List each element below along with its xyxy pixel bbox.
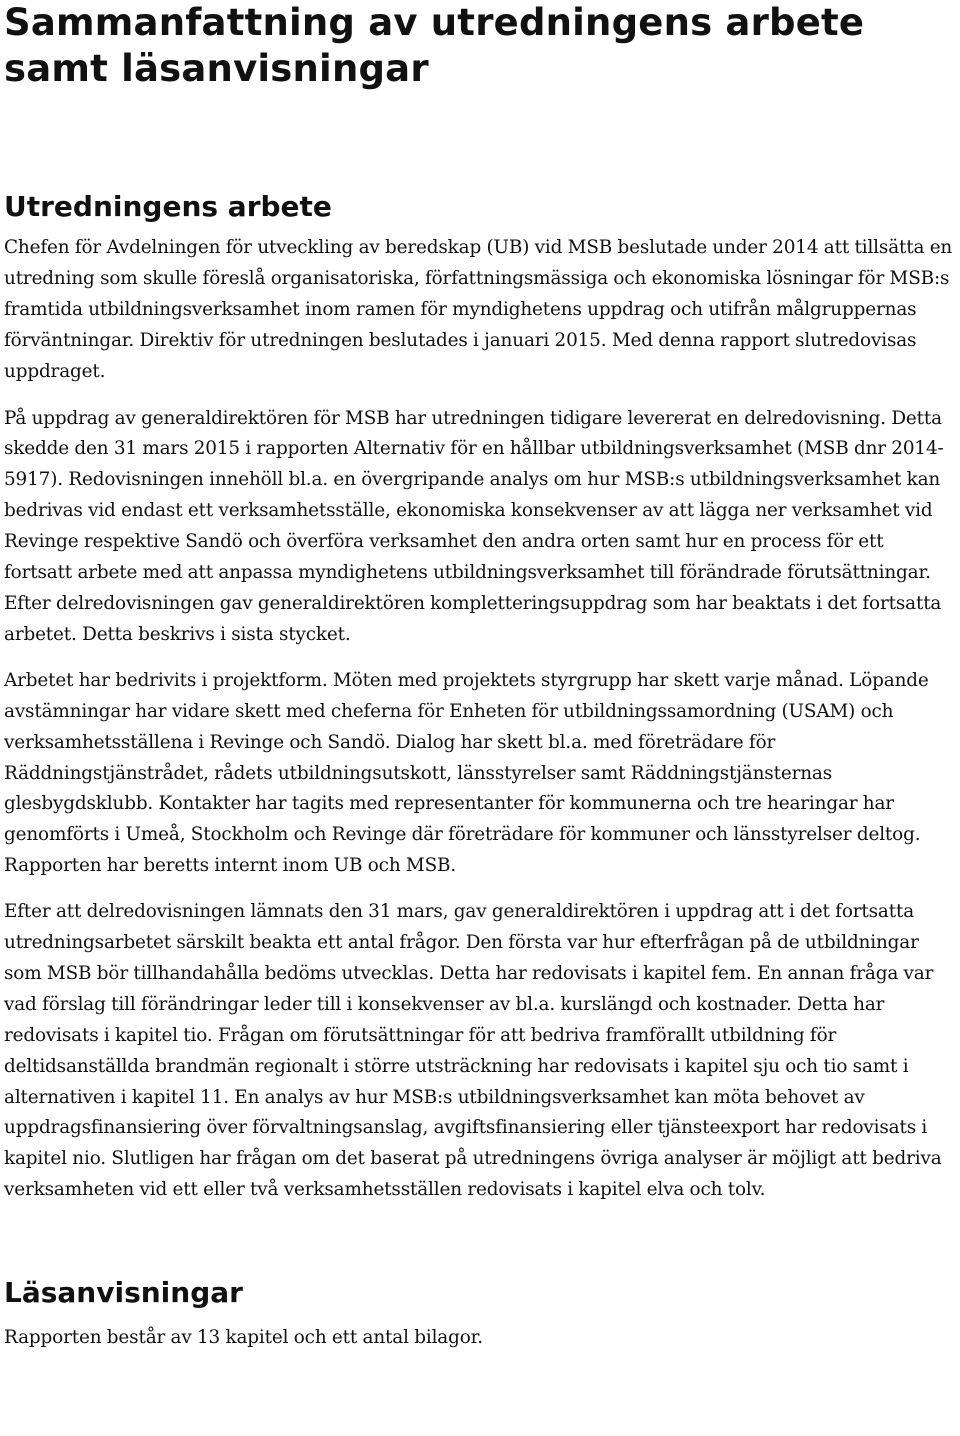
- paragraph: Chefen för Avdelningen för utveckling av beredskap (UB) vid MSB beslutade under 2014 att tillsätta en utredning som skulle föreslå organisatoriska, författningsmässiga och ekonomiska lösningar för MSB:s framtida utbildningsverksamhet inom ramen för myndighetens uppdrag och utifrån målgruppernas förväntningar. Direktiv för utredningen beslutades i januari 2015. Med denna rapport slutredovisas uppdraget.: [4, 237, 953, 382]
- document-page: [4, 0, 956, 1354]
- page-title: Sammanfattning av utredningens arbete samt läsanvisningar: [4, 1, 865, 90]
- section-heading-lasanvisningar: Läsanvisningar: [4, 1276, 243, 1310]
- paragraph: På uppdrag av generaldirektören för MSB har utredningen tidigare levererat en delredovisning. Detta skedde den 31 mars 2015 i rapporten Alternativ för en hållbar utbildningsverksamhet (MSB dnr 2014-5917). Redovisningen innehöll bl.a. en övergripande analys om hur MSB:s utbildningsverksamhet kan bedrivas vid endast ett verksamhetsställe, ekonomiska konsekvenser av att lägga ner verksamhet vid Revinge respektive Sandö och överföra verksamhet den andra orten samt hur en process för ett fortsatt arbete med att anpassa myndighetens utbildningsverksamhet till förändrade förutsättningar. Efter delredovisningen gav generaldirektören kompletteringsuppdrag som har beaktats i det fortsatta arbetet. Detta beskrivs i sista stycket.: [4, 407, 944, 645]
- section-heading-utredningens-arbete: Utredningens arbete: [4, 190, 332, 223]
- paragraph: Arbetet har bedrivits i projektform. Möten med projektets styrgrupp har skett varje månad. Löpande avstämningar har vidare skett med cheferna för Enheten för utbildningssamordning (USAM) och verksamhetsställena i Revinge och Sandö. Dialog har skett bl.a. med företrädare för Räddningstjänstrådet, rådets utbildningsutskott, länsstyrelser samt Räddningstjänsternas glesbygdsklubb. Kontakter har tagits med representanter för kommunerna och tre hearingar har genomförts i Umeå, Stockholm och Revinge där företrädare för kommuner och länsstyrelser deltog. Rapporten har beretts internt inom UB och MSB.: [4, 669, 929, 877]
- paragraph: Rapporten består av 13 kapitel och ett antal bilagor.: [4, 1327, 483, 1349]
- paragraph: Efter att delredovisningen lämnats den 31 mars, gav generaldirektören i uppdrag att i det fortsatta utredningsarbetet särskilt beakta ett antal frågor. Den första var hur efterfrågan på de utbildningar som MSB bör tillhandahålla bedöms utvecklas. Detta har redovisats i kapitel fem. En annan fråga var vad förslag till förändringar leder till i konsekvenser av bl.a. kurslängd och kostnader. Detta har redovisats i kapitel tio. Frågan om förutsättningar för att bedriva framförallt utbildning för deltidsanställda brandmän regionalt i större utsträckning har redovisats i kapitel sju och tio samt i alternativen i kapitel 11. En analys av hur MSB:s utbildningsverksamhet kan möta behovet av uppdragsfinansiering över förvaltningsanslag, avgiftsfinansiering eller tjänsteexport har redovisats i kapitel nio. Slutligen har frågan om det baserat på utredningens övriga analyser är möjligt att bedriva verksamheten vid ett eller två verksamhetsställen redovisats i kapitel elva och tolv.: [4, 901, 942, 1201]
